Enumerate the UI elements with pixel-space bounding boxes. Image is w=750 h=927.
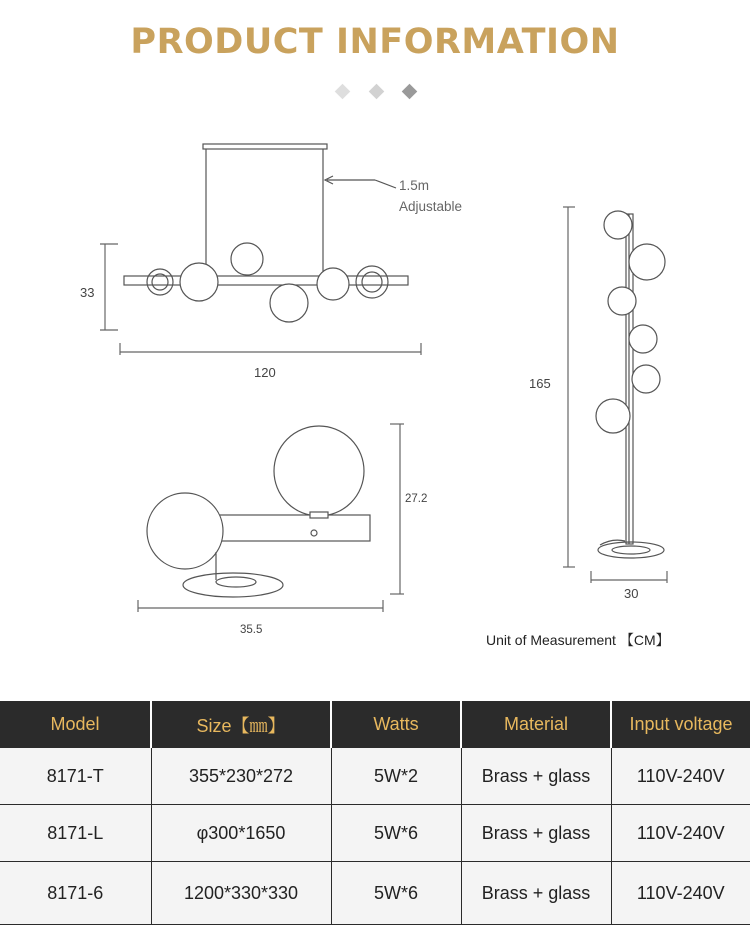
spec-table — [0, 701, 750, 925]
cell-watts: 5W*2 — [331, 748, 461, 805]
cell-input-voltage: 110V-240V — [611, 805, 750, 862]
table-lamp-width-label: 35.5 — [240, 624, 263, 636]
cell-size: 1200*330*330 — [151, 862, 331, 925]
column-header-watts: Watts — [331, 701, 461, 748]
cable-adjustable-note: Adjustable — [399, 199, 463, 214]
table-lamp-drawing — [138, 424, 404, 612]
cell-size: φ300*1650 — [151, 805, 331, 862]
table-row — [0, 748, 750, 805]
table-row — [0, 805, 750, 862]
chandelier-drawing — [100, 144, 421, 355]
cell-model: 8171-6 — [0, 862, 151, 925]
floor-lamp-height-label: 165 — [529, 376, 551, 391]
cell-watts: 5W*6 — [331, 805, 461, 862]
table-lamp-height-label: 27.2 — [405, 493, 428, 505]
floor-lamp-drawing — [563, 207, 667, 583]
column-header-material: Material — [461, 701, 611, 748]
cable-length-note: 1.5m — [399, 178, 430, 193]
cell-model: 8171-L — [0, 805, 151, 862]
cell-model: 8171-T — [0, 748, 151, 805]
cell-input-voltage: 110V-240V — [611, 862, 750, 925]
chandelier-height-label: 33 — [80, 285, 95, 300]
chandelier-width-label: 120 — [254, 365, 276, 380]
cell-material: Brass + glass — [461, 862, 611, 925]
cell-input-voltage: 110V-240V — [611, 748, 750, 805]
cell-material: Brass + glass — [461, 748, 611, 805]
cell-watts: 5W*6 — [331, 862, 461, 925]
unit-of-measurement-note: Unit of Measurement 【CM】 — [486, 632, 670, 648]
table-row — [0, 862, 750, 925]
cell-material: Brass + glass — [461, 805, 611, 862]
column-header-model: Model — [0, 701, 151, 748]
column-header-size: Size【㎜】 — [151, 701, 331, 748]
spec-table-header-row — [0, 701, 750, 748]
floor-lamp-width-label: 30 — [624, 586, 639, 601]
page-title: PRODUCT INFORMATION — [130, 22, 620, 62]
cell-size: 355*230*272 — [151, 748, 331, 805]
column-header-input-voltage: Input voltage — [611, 701, 750, 748]
